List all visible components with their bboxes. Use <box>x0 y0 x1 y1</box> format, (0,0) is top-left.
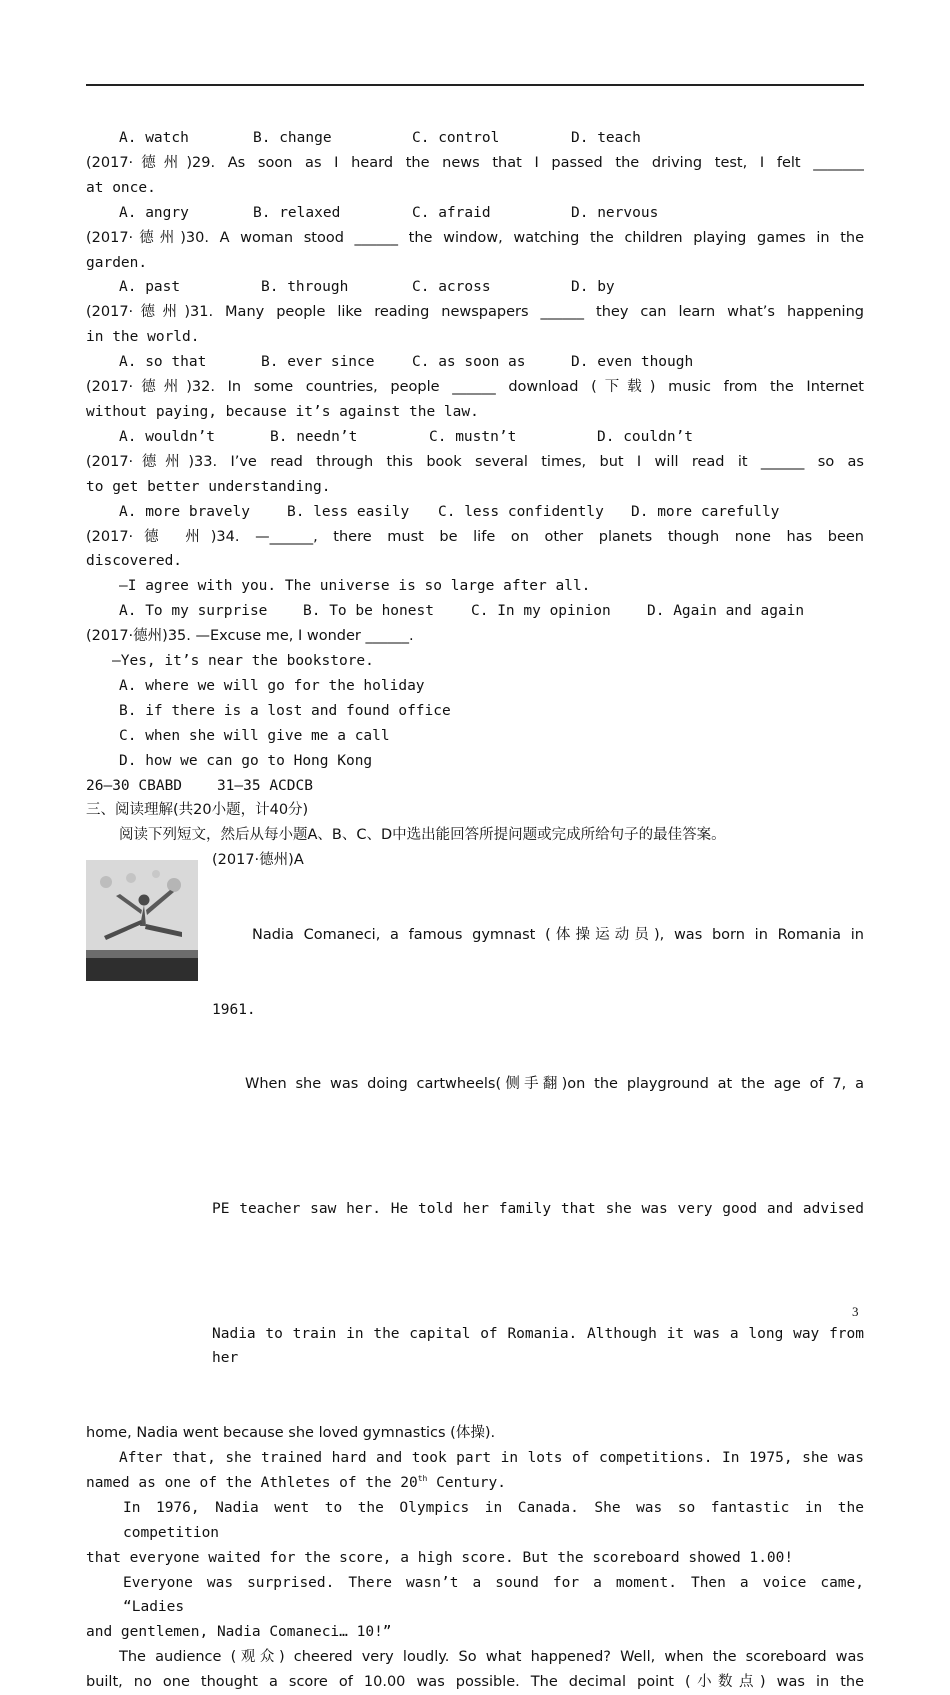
q33-stem-cont: to get better understanding. <box>86 478 331 495</box>
option-c: C. control <box>412 130 500 146</box>
option-b: B. relaxed <box>253 204 341 221</box>
gymnast-photo <box>86 860 198 981</box>
passage-line <box>86 873 864 998</box>
passage-line: home, Nadia went because she loved gymnastics (体操). <box>86 1425 496 1442</box>
answer-key: 26—30 CBABD 31—35 ACDCB <box>86 777 313 794</box>
q30-stem: (2017·德州)30. A woman stood ______ the window, watching the children playing games in the <box>86 229 864 246</box>
passage-line: and gentlemen, Nadia Comaneci… 10!” <box>86 1624 392 1641</box>
gymnast-image <box>86 860 198 981</box>
option-b: B. ever since <box>261 354 375 371</box>
option-d: D. even though <box>571 354 694 371</box>
q28-options <box>86 126 864 151</box>
q35-option-c: C. when she will give me a call <box>119 727 390 744</box>
q35-option-a: A. where we will go for the holiday <box>119 677 425 694</box>
option-c: C. mustn’t <box>429 428 517 445</box>
option-d: D. couldn’t <box>597 428 694 445</box>
passage-text: Nadia to train in the capital of Romania. Although it was a long way from her <box>212 1325 864 1367</box>
q31-stem-cont: in the world. <box>86 329 200 346</box>
option-c: C. In my opinion <box>471 603 611 620</box>
q29-stem: (2017·德州)29. As soon as I heard the news that I passed the driving test, I felt _______ <box>86 154 864 171</box>
option-a: A. To my surprise <box>119 603 268 620</box>
q34-reply: —I agree with you. The universe is so large after all. <box>119 578 591 595</box>
q32-stem: (2017·德州)32. In some countries, people ______ download (下载) music from the Internet <box>86 379 864 396</box>
option-c: C. afraid <box>412 204 491 221</box>
passage-text: PE teacher saw her. He told her family that she was very good and advised <box>212 1200 864 1217</box>
option-a: A. angry <box>119 204 189 221</box>
q35-stem: (2017·德州)35. —Excuse me, I wonder ______. <box>86 628 414 645</box>
q34-stem: (2017·德 州)34. —______, there must be life on other planets though none has been <box>86 528 864 545</box>
option-a: A. so that <box>119 354 207 371</box>
option-b: B. To be honest <box>303 603 434 620</box>
passage-line <box>86 1023 864 1148</box>
option-b: B. less easily <box>287 503 410 520</box>
passage-line: After that, she trained hard and took part in lots of competitions. In 1975, she was <box>119 1450 864 1467</box>
passage-line <box>86 1147 864 1272</box>
option-c: C. less confidently <box>438 503 604 520</box>
passage-text: When she was doing cartwheels(侧手翻)on the playground at the age of 7, a <box>245 1076 864 1093</box>
q30-options <box>86 275 864 300</box>
q35-reply: —Yes, it’s near the bookstore. <box>112 653 374 670</box>
q33-stem: (2017·德州)33. I’ve read through this book several times, but I will read it ______ so as <box>86 453 864 470</box>
q35-option-b: B. if there is a lost and found office <box>119 702 451 719</box>
q34-stem-cont: discovered. <box>86 553 183 570</box>
passage-line <box>86 1272 864 1421</box>
option-a: A. wouldn’t <box>119 428 216 445</box>
option-d: D. nervous <box>571 204 659 221</box>
q30-stem-cont: garden. <box>86 254 148 271</box>
option-b: B. through <box>261 279 349 296</box>
superscript: th <box>417 1474 428 1484</box>
page-number: 3 <box>852 1304 859 1319</box>
section-instruction: 阅读下列短文，然后从每小题A、B、C、D中选出能回答所提问题或完成所给句子的最佳答案。 <box>119 827 726 844</box>
passage-line: The audience (观众) cheered very loudly. So what happened? Well, when the scoreboard was <box>119 1649 864 1666</box>
q32-stem-cont: without paying, because it’s against the law. <box>86 403 479 420</box>
option-d: D. teach <box>571 130 641 146</box>
q32-options <box>86 425 864 450</box>
option-b: B. change <box>253 130 332 146</box>
page-content <box>86 126 864 1695</box>
q34-options <box>86 599 864 624</box>
passage-source: (2017·德州)A <box>212 852 304 869</box>
passage-line: In 1976, Nadia went to the Olympics in Canada. She was so fantastic in the competition <box>123 1499 864 1541</box>
passage-line: built, no one thought a score of 10.00 was possible. The decimal point (小数点) was in the <box>86 1674 864 1691</box>
q31-options <box>86 350 864 375</box>
option-d: D. Again and again <box>647 603 805 620</box>
option-b: B. needn’t <box>270 428 358 445</box>
section-heading: 三、阅读理解(共20小题，计40分) <box>86 802 309 819</box>
option-c: C. as soon as <box>412 354 526 371</box>
passage-line: 1961. <box>212 1001 256 1018</box>
passage-text: Nadia Comaneci, a famous gymnast (体操运动员), was born in Romania in <box>252 927 864 943</box>
q33-options <box>86 500 864 525</box>
passage-text: Century. <box>427 1474 506 1491</box>
option-d: D. more carefully <box>631 503 780 520</box>
header-rule <box>86 84 864 86</box>
q29-stem-cont: at once. <box>86 179 156 196</box>
passage-line: that everyone waited for the score, a high score. But the scoreboard showed 1.00! <box>86 1549 794 1566</box>
passage-text: named as one of the Athletes of the 20 <box>86 1474 418 1491</box>
q29-options <box>86 201 864 226</box>
passage-line: Everyone was surprised. There wasn’t a sound for a moment. Then a voice came, “Ladies <box>123 1574 864 1616</box>
option-a: A. more bravely <box>119 503 250 520</box>
option-c: C. across <box>412 279 491 296</box>
q35-option-d: D. how we can go to Hong Kong <box>119 752 373 769</box>
option-d: D. by <box>571 279 615 296</box>
passage-line <box>86 1471 864 1496</box>
option-a: A. past <box>119 279 181 296</box>
q31-stem: (2017·德州)31. Many people like reading newspapers ______ they can learn what’s happening <box>86 304 864 321</box>
option-a: A. watch <box>119 130 189 146</box>
